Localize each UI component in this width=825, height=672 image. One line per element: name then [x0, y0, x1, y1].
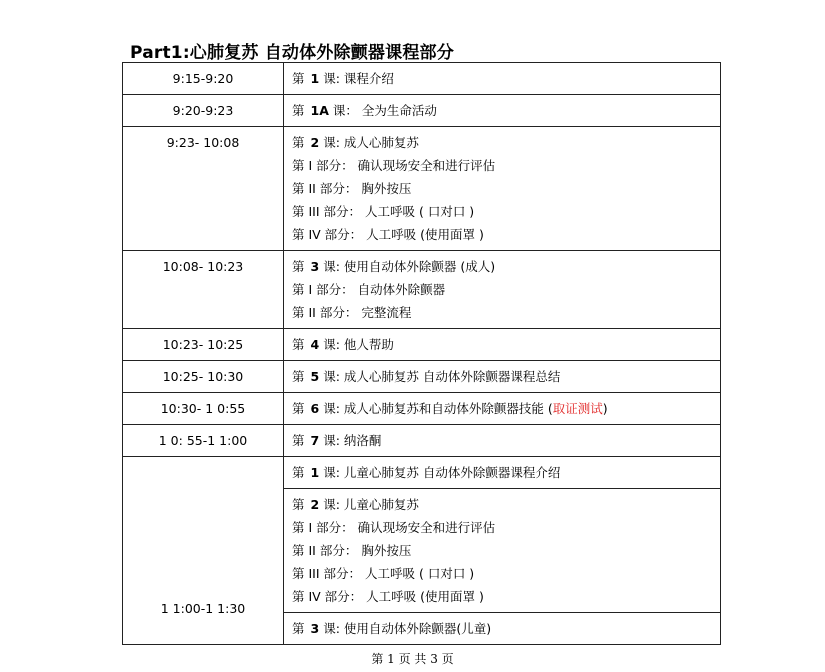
lesson-line — [292, 227, 714, 250]
line-text: 胸外按压 — [361, 543, 412, 558]
line-text: 课: 课程介绍 — [323, 71, 394, 86]
schedule-row — [123, 393, 721, 425]
lesson-line — [292, 589, 714, 612]
lesson-line — [292, 520, 714, 543]
lesson-line — [292, 282, 714, 305]
line-text: 人工呼吸 ( 口对口 ) — [365, 204, 475, 219]
lesson-line — [292, 497, 714, 520]
certification-test-label: 取证测试 — [552, 401, 603, 416]
line-tail: ) — [602, 401, 608, 416]
time-cell: 10:23- 10:25 — [123, 329, 284, 361]
schedule-row — [123, 361, 721, 393]
lesson-cell — [284, 251, 721, 329]
line-text: 课: 纳洛酮 — [323, 433, 382, 448]
line-prefix: 第 — [292, 401, 305, 416]
line-prefix: 第 I 部分： — [292, 158, 354, 173]
lesson-number: 4 — [310, 337, 320, 352]
schedule-row — [123, 329, 721, 361]
time-cell: 10:25- 10:30 — [123, 361, 284, 393]
line-prefix: 第 — [292, 103, 305, 118]
line-text: 胸外按压 — [361, 181, 412, 196]
lesson-cell — [284, 361, 721, 393]
lesson-line — [292, 305, 714, 328]
lesson-number: 1 — [310, 465, 320, 480]
lesson-line — [292, 135, 714, 158]
lesson-cell — [284, 489, 721, 613]
lesson-line — [292, 369, 714, 392]
lesson-line — [292, 204, 714, 227]
schedule-table — [122, 62, 721, 645]
line-prefix: 第 — [292, 621, 305, 636]
lesson-line — [292, 71, 714, 94]
line-prefix: 第 — [292, 433, 305, 448]
lesson-line — [292, 433, 714, 456]
lesson-line — [292, 543, 714, 566]
lesson-number: 2 — [310, 497, 320, 512]
line-prefix: 第 IV 部分： — [292, 589, 363, 604]
time-cell: 9:15-9:20 — [123, 63, 284, 95]
lesson-line — [292, 465, 714, 488]
lesson-number: 5 — [310, 369, 320, 384]
line-text: 完整流程 — [361, 305, 412, 320]
schedule-row — [123, 63, 721, 95]
lesson-number: 3 — [310, 621, 320, 636]
line-text: 确认现场安全和进行评估 — [357, 520, 496, 535]
lesson-number: 2 — [310, 135, 320, 150]
line-prefix: 第 — [292, 259, 305, 274]
line-prefix: 第 — [292, 369, 305, 384]
line-text: 人工呼吸 (使用面罩 ) — [366, 589, 484, 604]
lesson-number: 1 — [310, 71, 320, 86]
line-prefix: 第 II 部分： — [292, 181, 358, 196]
lesson-cell — [284, 127, 721, 251]
line-prefix: 第 III 部分： — [292, 204, 362, 219]
schedule-row — [123, 425, 721, 457]
lesson-line — [292, 337, 714, 360]
line-text: 课: 儿童心肺复苏 自动体外除颤器课程介绍 — [323, 465, 561, 480]
lesson-number: 3 — [310, 259, 320, 274]
lesson-line — [292, 621, 714, 644]
lesson-line — [292, 181, 714, 204]
line-text: 课: 儿童心肺复苏 — [323, 497, 419, 512]
lesson-cell — [284, 393, 721, 425]
lesson-number: 1A — [310, 103, 329, 118]
line-prefix: 第 — [292, 497, 305, 512]
line-prefix: 第 I 部分： — [292, 282, 354, 297]
line-prefix: 第 — [292, 135, 305, 150]
time-cell: 10:08- 10:23 — [123, 251, 284, 329]
line-prefix: 第 — [292, 465, 305, 480]
line-text: 课： 全为生命活动 — [332, 103, 437, 118]
line-prefix: 第 II 部分： — [292, 543, 358, 558]
line-text: 课: 使用自动体外除颤器 (成人) — [323, 259, 496, 274]
schedule-row — [123, 251, 721, 329]
time-cell: 1 0: 55-1 1:00 — [123, 425, 284, 457]
lesson-line — [292, 401, 714, 424]
line-prefix: 第 — [292, 337, 305, 352]
schedule-row — [123, 457, 721, 489]
lesson-line — [292, 158, 714, 181]
line-prefix: 第 — [292, 71, 305, 86]
lesson-cell — [284, 613, 721, 645]
line-prefix: 第 II 部分： — [292, 305, 358, 320]
time-cell: 1 1:00-1 1:30 — [123, 457, 284, 645]
line-prefix: 第 IV 部分： — [292, 227, 363, 242]
lesson-cell — [284, 63, 721, 95]
page-footer: 第 1 页 共 3 页 — [371, 652, 454, 666]
line-text: 人工呼吸 (使用面罩 ) — [366, 227, 484, 242]
line-text: 课: 成人心肺复苏和自动体外除颤器技能 ( — [323, 401, 553, 416]
time-cell: 10:30- 1 0:55 — [123, 393, 284, 425]
line-text: 确认现场安全和进行评估 — [357, 158, 496, 173]
lesson-cell — [284, 329, 721, 361]
line-text: 课: 他人帮助 — [323, 337, 394, 352]
page-title: Part1:心肺复苏 自动体外除颤器课程部分 — [130, 43, 454, 63]
lesson-cell — [284, 457, 721, 489]
line-text: 人工呼吸 ( 口对口 ) — [365, 566, 475, 581]
lesson-number: 6 — [310, 401, 320, 416]
lesson-cell — [284, 95, 721, 127]
line-prefix: 第 III 部分： — [292, 566, 362, 581]
line-prefix: 第 I 部分： — [292, 520, 354, 535]
schedule-row — [123, 127, 721, 251]
line-text: 课: 成人心肺复苏 — [323, 135, 419, 150]
lesson-number: 7 — [310, 433, 320, 448]
time-cell: 9:20-9:23 — [123, 95, 284, 127]
line-text: 课: 使用自动体外除颤器(儿童) — [323, 621, 492, 636]
line-text: 课: 成人心肺复苏 自动体外除颤器课程总结 — [323, 369, 561, 384]
lesson-line — [292, 259, 714, 282]
lesson-line — [292, 103, 714, 126]
schedule-row — [123, 95, 721, 127]
line-text: 自动体外除颤器 — [357, 282, 446, 297]
lesson-cell — [284, 425, 721, 457]
time-cell: 9:23- 10:08 — [123, 127, 284, 251]
lesson-line — [292, 566, 714, 589]
